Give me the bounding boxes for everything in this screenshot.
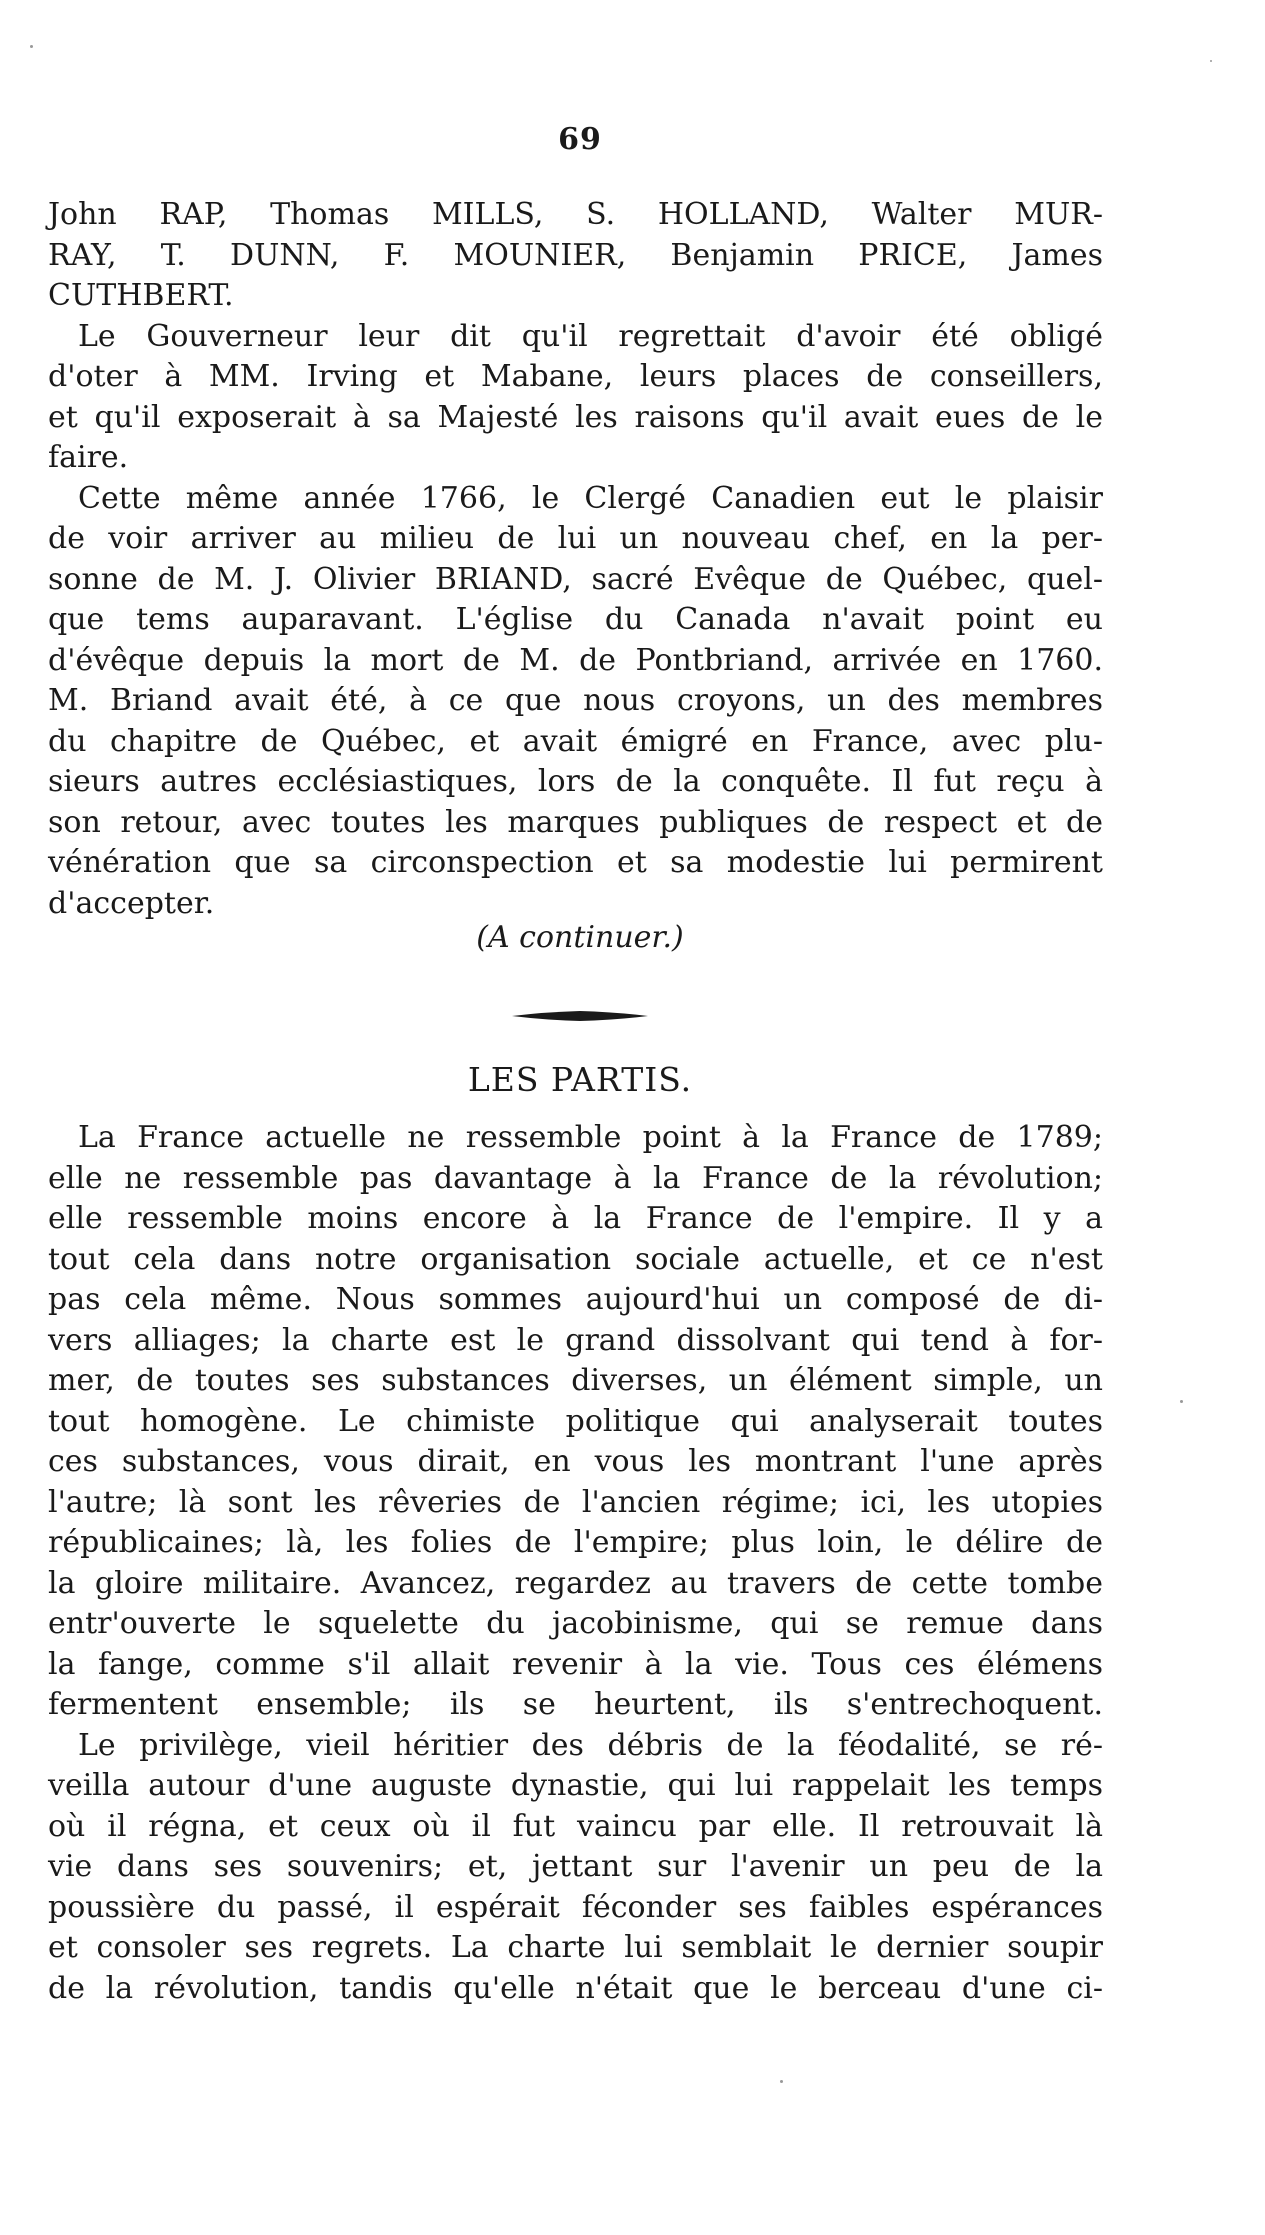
continuation-note: (A continuer.) [476, 920, 684, 955]
scan-speck [1180, 1400, 1183, 1403]
text-line: faire. [48, 440, 129, 475]
text-line: elle ressemble moins encore à la France de l'empire. Il y a [48, 1201, 1103, 1236]
text-line: RAY, T. DUNN, F. MOUNIER, Benjamin PRICE, James [48, 237, 1103, 273]
text-line: vénération que sa circonspection et sa modestie lui permirent [48, 845, 1103, 880]
text-line: vers alliages; la charte est le grand dissolvant qui tend à for- [48, 1322, 1103, 1358]
text-line: entr'ouverte le squelette du jacobinisme, qui se remue dans [48, 1606, 1103, 1641]
text-line: Cette même année 1766, le Clergé Canadien eut le plaisir [78, 480, 1103, 516]
text-line: CUTHBERT. [48, 278, 234, 313]
text-line: de la révolution, tandis qu'elle n'était que le berceau d'une ci- [48, 1970, 1103, 2006]
text-line: elle ne ressemble pas davantage à la France de la révolution; [48, 1160, 1103, 1196]
text-line: M. Briand avait été, à ce que nous croyons, un des membres [48, 683, 1103, 718]
continued-text [48, 195, 1103, 924]
section-body [48, 1118, 1103, 2009]
text-line: tout cela dans notre organisation sociale actuelle, et ce n'est [48, 1241, 1103, 1277]
text-line: Le Gouverneur leur dit qu'il regrettait d'avoir été obligé [78, 318, 1103, 354]
section-title: LES PARTIS. [467, 1060, 693, 1099]
text-line: John RAP, Thomas MILLS, S. HOLLAND, Walter MUR- [48, 197, 1103, 232]
text-line: du chapitre de Québec, et avait émigré en France, avec plu- [48, 723, 1103, 759]
text-line: de voir arriver au milieu de lui un nouveau chef, en la per- [48, 521, 1103, 556]
text-line: sieurs autres ecclésiastiques, lors de la conquête. Il fut reçu à [48, 764, 1103, 799]
scan-speck [780, 2080, 783, 2083]
page-number: 69 [558, 122, 602, 157]
text-line: poussière du passé, il espérait féconder ses faibles espérances [48, 1889, 1103, 1925]
scan-speck [1210, 60, 1212, 62]
divider-ornament [510, 1008, 650, 1024]
text-line: La France actuelle ne ressemble point à la France de 1789; [78, 1120, 1103, 1155]
text-line: républicaines; là, les folies de l'empire; plus loin, le délire de [48, 1525, 1103, 1560]
text-line: vie dans ses souvenirs; et, jettant sur l'avenir un peu de la [48, 1849, 1103, 1884]
text-line: d'évêque depuis la mort de M. de Pontbriand, arrivée en 1760. [48, 642, 1103, 678]
text-line: d'accepter. [48, 885, 215, 921]
text-line: mer, de toutes ses substances diverses, un élément simple, un [48, 1363, 1103, 1398]
scan-speck [30, 45, 33, 48]
text-line: et consoler ses regrets. La charte lui semblait le dernier soupir [48, 1930, 1103, 1965]
text-line: sonne de M. J. Olivier BRIAND, sacré Evêque de Québec, quel- [48, 561, 1103, 597]
text-line: son retour, avec toutes les marques publiques de respect et de [48, 804, 1103, 840]
text-line: l'autre; là sont les rêveries de l'ancien régime; ici, les utopies [48, 1484, 1103, 1520]
text-line: que tems auparavant. L'église du Canada n'avait point eu [48, 602, 1103, 637]
text-line: ces substances, vous dirait, en vous les montrant l'une après [48, 1444, 1103, 1479]
text-line: Le privilège, vieil héritier des débris de la féodalité, se ré- [78, 1727, 1103, 1763]
text-line: fermentent ensemble; ils se heurtent, ils s'entrechoquent. [48, 1687, 1103, 1722]
text-line: veilla autour d'une auguste dynastie, qui lui rappelait les temps [48, 1768, 1103, 1803]
text-line: tout homogène. Le chimiste politique qui analyserait toutes [48, 1403, 1103, 1439]
text-line: la fange, comme s'il allait revenir à la vie. Tous ces élémens [48, 1646, 1103, 1682]
text-line: où il régna, et ceux où il fut vaincu par elle. Il retrouvait là [48, 1808, 1103, 1844]
text-line: d'oter à MM. Irving et Mabane, leurs places de conseillers, [48, 359, 1103, 394]
text-line: pas cela même. Nous sommes aujourd'hui un composé de di- [48, 1282, 1103, 1317]
text-line: la gloire militaire. Avancez, regardez au travers de cette tombe [48, 1565, 1103, 1601]
text-line: et qu'il exposerait à sa Majesté les raisons qu'il avait eues de le [48, 399, 1103, 435]
